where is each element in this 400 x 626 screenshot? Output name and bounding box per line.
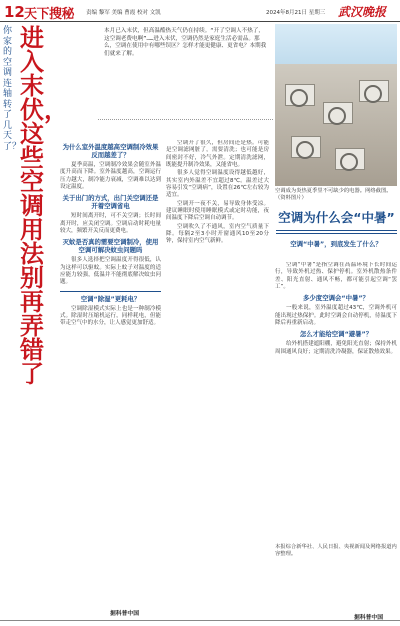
page-header [0,0,400,22]
subheading: 多少度空调会“中暑”？ [303,294,369,303]
subheading: 空调“除湿”更耗电？ [80,294,141,303]
subheading: 为什么室外温度越高空调制冷效果反而越差了？ [62,143,159,159]
source-note: 本报综合新华社、人民日报、央视新闻及网络报道内容整理。 [275,544,397,558]
main-headline: 进入末伏，这些空调用法别再弄错了 [20,24,68,388]
paragraph: 空调除湿模式实际上也是一种制冷模式。除湿时压缩机运行，同样耗电，但能带走空气中的水分，让人感觉更加舒适。 [60,305,161,327]
paragraph: 空调开了很久，但房间还是热。可能是空调滤网脏了，需要清洗；也可能是房间密封不好，冷气外泄。定期清洗滤网，既能提升制冷效果，又能省电。 [166,140,269,169]
section-divider [60,291,161,292]
kicker-question: 你家的空调连轴转了几天了？ [3,26,22,152]
subheading: 空调“中暑”，到底发生了什么？ [290,240,382,248]
byline: 据科普中国 [354,615,383,621]
paragraph: 短时间离开时，可不关空调；长时间离开时，应关闭空调。空调启动时耗电量较大，频繁开关反而更费电。 [60,213,161,235]
section-title: 天下搜秘 [24,7,75,22]
editor-credits: 责编 黎军 美编 曹霞 校对 文凯 [86,10,161,16]
subheading: 灭蚊是否真的需要空调制冷，使用空调可解决蚊虫问题吗 [62,238,159,255]
ac-unit-icon [335,148,365,170]
paragraph: 一般来说，室外温度超过43℃，空调外机可能出现过热保护。此时空调会自动停机，待温度下降后再重新启动。 [275,305,397,327]
paragraph: 空调开一夜不关，易导致身体受凉。建议睡眠时使用睡眠模式或定时功能，夜间温度下降后空调自动调节。 [166,200,269,222]
paragraph: 夏季高温，空调制冷效果会随室外温度升高而下降。室外温度越高，空调运行压力越大，制冷能力衰减，空调难以达到设定温度。 [60,162,161,191]
article-column-1 [60,140,161,618]
bottom-rule [0,620,400,626]
article-column-2 [166,140,269,618]
page-number: 12 [4,3,25,21]
subheading: 怎么才能给空调“避暑”？ [299,330,373,339]
side-article-title: 空调为什么会“中暑” [278,210,395,225]
title-underline [276,230,397,234]
ac-unit-icon [285,84,315,106]
byline: 据科普中国 [110,611,139,617]
paragraph: 很多人选择把空调温度开得很低，认为这样可以驱蚊。实际上蚊子对温度的适应能力较强，低温并不能彻底解决蚊虫问题。 [60,257,161,286]
photo-caption: 空调成为炎热夏季里不可缺少的电器。网络截图。（资料图片） [275,188,392,202]
ac-unit-icon [291,136,321,158]
ac-unit-icon [323,102,353,124]
paragraph: 空调吹久了不通风，室内空气质量下降。每隔2至3小时开窗通风10至20分钟，保持室内空气新鲜。 [166,223,269,245]
subheading: 关于出门的方式，出门关空调还是开着空调省电 [62,194,159,211]
paragraph: 空调“中暑”是指空调在高温环境下长时间运行，导致外机过热、保护停机。室外机散热条件差、阳光直射、通风不畅，都可能引起空调“罢工”。 [275,262,397,291]
newspaper-masthead: 武汉晚报 [338,5,387,19]
lead-paragraph: 本月已入末伏，但高温酷热天气仍在持续。“开了空调人不热了，这空调老费电啊”……进入末伏，空调仍然是家庭生活必需品。那么，空调在使用中有哪些误区？怎样才能更健康、更省电？本期我们就来了解。 [104,28,267,57]
paragraph: 很多人觉得空调温度设得越低越好，其实室内外温差不宜超过8℃。温差过大容易引发“空调病”，设置在26℃左右较为适宜。 [166,170,269,199]
issue-date: 2024年8月21日 星期三 [266,10,326,16]
paragraph: 给外机搭建遮阳棚，避免阳光直射；保持外机周围通风良好；定期清洗冷凝器，保证散热效果。 [275,341,397,355]
ac-unit-icon [359,80,389,102]
air-conditioner-photo [275,24,397,186]
